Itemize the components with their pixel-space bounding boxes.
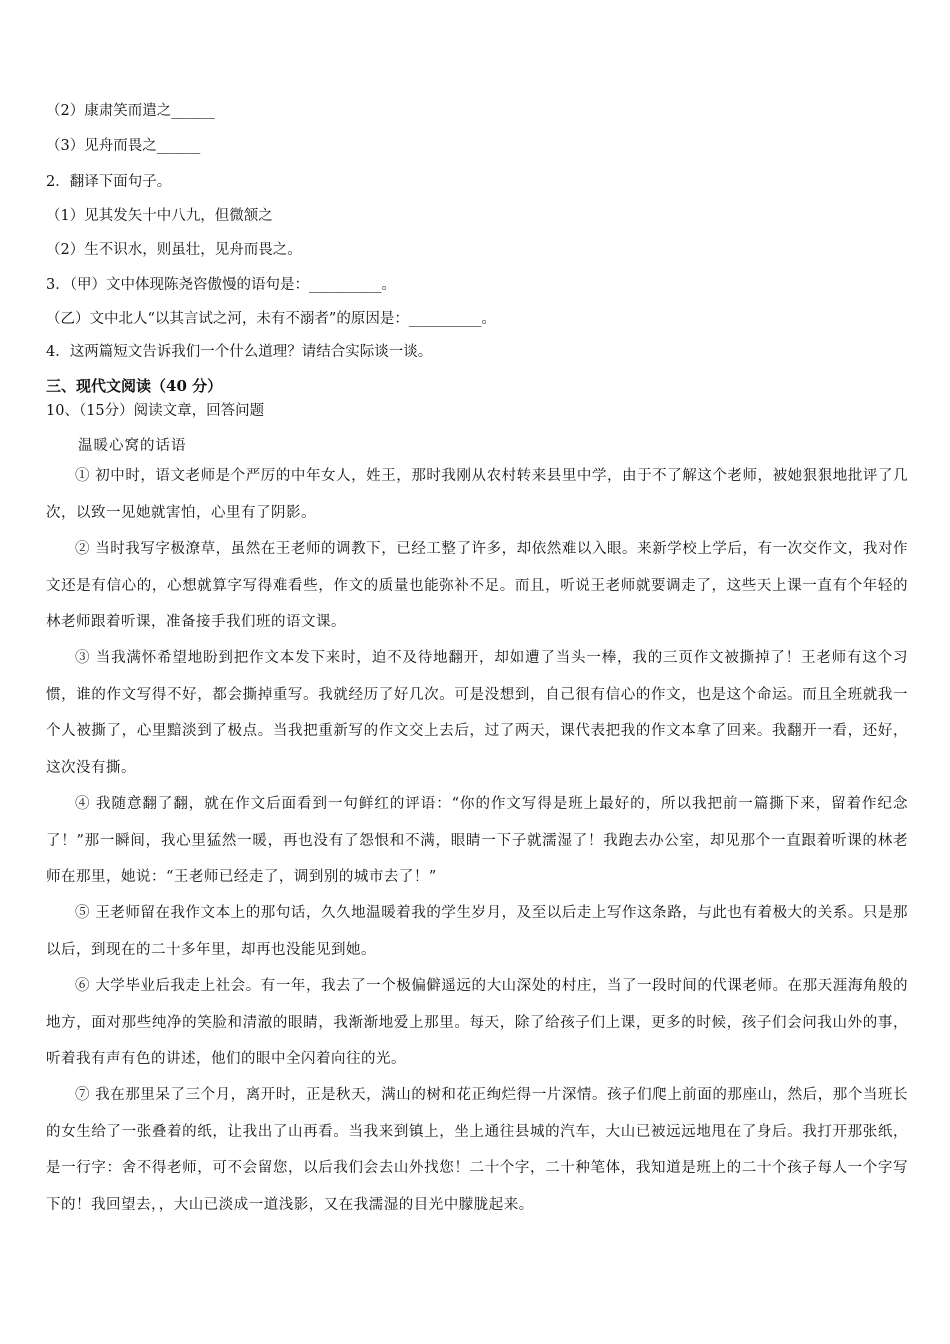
question-4: 4．这两篇短文告诉我们一个什么道理？请结合实际谈一谈。: [46, 344, 433, 360]
passage-paragraph-4: ④ 我随意翻了翻，就在作文后面看到一句鲜红的评语：“你的作文写得是班上最好的，所以我把前一篇撕下来，留着作纪念了！”那一瞬间，我心里猛然一暖，再也没有了怨恨和不满，眼睛一下子就濡湿了！我跑去办公室，却见那个一直跟着听课的林老师在那里，她说：“王老师已经走了，调到别的城市去了！”: [46, 796, 908, 885]
question-3-part-2: （乙）文中北人“以其言试之河，未有不溺者”的原因是：__________。: [46, 311, 496, 327]
passage-title: 温暖心窝的话语: [78, 438, 187, 454]
passage-paragraph-5: ⑤ 王老师留在我作文本上的那句话，久久地温暖着我的学生岁月，及至以后走上写作这条路，与此也有着极大的关系。只是那以后，到现在的二十多年里，却再也没能见到她。: [46, 905, 908, 958]
question-2-item-1: （1）见其发矢十中八九，但微颔之: [46, 208, 273, 224]
question-3-part-1: 3．（甲）文中体现陈尧咨傲慢的语句是：__________。: [46, 277, 396, 293]
passage-paragraph-6: ⑥ 大学毕业后我走上社会。有一年，我去了一个极偏僻遥远的大山深处的村庄，当了一段时间的代课老师。在那天涯海角般的地方，面对那些纯净的笑脸和清澈的眼睛，我渐渐地爱上那里。每天，除了给孩子们上课，更多的时候，孩子们会问我山外的事，听着我有声有色的讲述，他们的眼中全闪着向往的光。: [46, 978, 908, 1067]
passage-paragraph-1: ① 初中时，语文老师是个严厉的中年女人，姓王，那时我刚从农村转来县里中学，由于不了解这个老师，被她狠狠地批评了几次，以致一见她就害怕，心里有了阴影。: [46, 468, 908, 521]
question-10-heading: 10、（15分）阅读文章，回答问题: [46, 403, 265, 419]
question-2-prompt: 2．翻译下面句子。: [46, 174, 172, 190]
section-3-title: 三、现代文阅读（40 分）: [46, 377, 223, 395]
question-2-item-2: （2）生不识水，则虽壮，见舟而畏之。: [46, 242, 302, 258]
passage-paragraph-2: ② 当时我写字极潦草，虽然在王老师的调教下，已经工整了许多，却依然难以入眼。来新学校上学后，有一次交作文，我对作文还是有信心的，心想就算字写得难看些，作文的质量也能弥补不足。而且，听说王老师就要调走了，这些天上课一直有个年轻的林老师跟着听课，准备接手我们班的语文课。: [46, 541, 908, 630]
passage-paragraph-7: ⑦ 我在那里呆了三个月，离开时，正是秋天，满山的树和花正绚烂得一片深情。孩子们爬上前面的那座山，然后，那个当班长的女生给了一张叠着的纸，让我出了山再看。当我来到镇上，坐上通往县城的汽车，大山已被远远地甩在了身后。我打开那张纸，是一行字：舍不得老师，可不会留您，以后我们会去山外找您！二十个字，二十种笔体，我知道是班上的二十个孩子每人一个字写下的！我回望去，，大山已淡成一道浅影，又在我濡湿的目光中朦胧起来。: [46, 1087, 908, 1213]
passage-paragraph-3: ③ 当我满怀希望地盼到把作文本发下来时，迫不及待地翻开，却如遭了当头一棒，我的三页作文被撕掉了！王老师有这个习惯，谁的作文写得不好，都会撕掉重写。我就经历了好几次。可是没想到，自己很有信心的作文，也是这个命运。而且全班就我一个人被撕了，心里黯淡到了极点。当我把重新写的作文交上去后，过了两天，课代表把我的作文本拿了回来。我翻开一看，还好，这次没有撕。: [46, 650, 908, 776]
sub-item-2: （2）康肃笑而遣之______: [46, 103, 215, 119]
sub-item-3: （3）见舟而畏之______: [46, 138, 201, 154]
